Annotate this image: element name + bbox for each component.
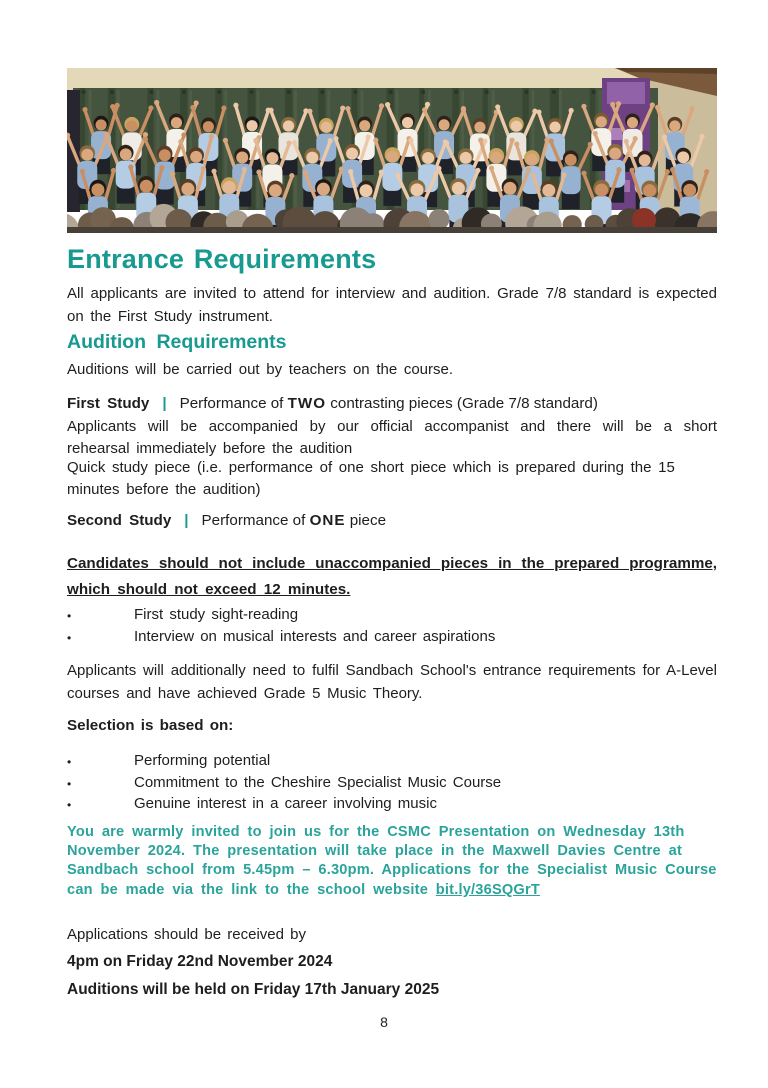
audition-bullet-list <box>67 605 717 648</box>
candidates-warning: Candidates should not include unaccompanied pieces in the prepared programme, which should not exceed 12 minutes. <box>67 555 717 598</box>
received-by-line: Applications should be received by <box>67 926 306 943</box>
choir-photo <box>67 68 717 233</box>
intro-paragraph: All applicants are invited to attend for interview and audition. Grade 7/8 standard is expected on the First Study instrument. <box>67 285 717 325</box>
bullet-icon: • <box>67 798 72 812</box>
divider-pipe: | <box>162 395 167 412</box>
audition-intro: Auditions will be carried out by teachers on the course. <box>67 361 454 378</box>
bullet-text: First study sight-reading <box>134 606 299 623</box>
bullet-text: Commitment to the Cheshire Specialist Music Course <box>134 773 502 791</box>
first-study-text: Performance of <box>179 395 288 412</box>
quick-study-paragraph: Quick study piece (i.e. performance of one short piece which is prepared during the 15 minutes before the audition) <box>67 459 675 498</box>
bullet-icon: • <box>67 776 72 791</box>
website-link[interactable]: bit.ly/36SQGrT <box>435 881 540 898</box>
selection-heading: Selection is based on: <box>67 717 234 734</box>
choir-photo-illustration <box>67 68 717 233</box>
bullet-text: Genuine interest in a career involving music <box>134 795 437 812</box>
divider-pipe: | <box>184 512 189 529</box>
bullet-icon: • <box>67 630 72 645</box>
list-item <box>67 794 717 816</box>
second-study-label: Second Study <box>67 512 172 529</box>
audition-requirements-heading: Audition Requirements <box>67 331 287 353</box>
first-study-label: First Study <box>67 395 150 412</box>
first-study-line <box>67 395 717 412</box>
audition-date-line: Auditions will be held on Friday 17th January 2025 <box>67 981 440 998</box>
list-item <box>67 605 717 627</box>
second-study-line <box>67 512 717 529</box>
second-study-text: Performance of <box>201 512 310 529</box>
bullet-icon: • <box>67 755 72 769</box>
selection-bullet-list <box>67 751 717 816</box>
bullet-icon: • <box>67 609 72 623</box>
page-title: Entrance Requirements <box>67 244 377 274</box>
presentation-invitation <box>67 823 717 900</box>
second-study-bold-word: ONE <box>309 512 346 529</box>
list-item <box>67 773 717 795</box>
list-item <box>67 627 717 649</box>
list-item <box>67 751 717 773</box>
bullet-text: Performing potential <box>134 752 271 769</box>
first-study-text-after: contrasting pieces (Grade 7/8 standard) <box>326 395 598 412</box>
first-study-bold-word: TWO <box>287 395 327 412</box>
additional-requirements-paragraph: Applicants will additionally need to fulfil Sandbach School's entrance requirements for A-Level courses and have achieved Grade 5 Music Theory. <box>67 662 717 702</box>
bullet-text: Interview on musical interests and career aspirations <box>134 627 496 645</box>
second-study-text-after: piece <box>345 512 387 529</box>
application-deadline: 4pm on Friday 22nd November 2024 <box>67 953 333 970</box>
accompanist-paragraph: Applicants will be accompanied by our official accompanist and there will be a short rehearsal immediately before the audition <box>67 418 717 457</box>
page-number: 8 <box>380 1014 388 1030</box>
invitation-text: You are warmly invited to join us for the CSMC Presentation on Wednesday 13th November 2024. The presentation will take place in the Maxwell Davies Centre at Sandbach school from 5.45pm – 6.30pm. Applications for the Specialist Music Course can be made via the link to the school website <box>67 824 717 898</box>
